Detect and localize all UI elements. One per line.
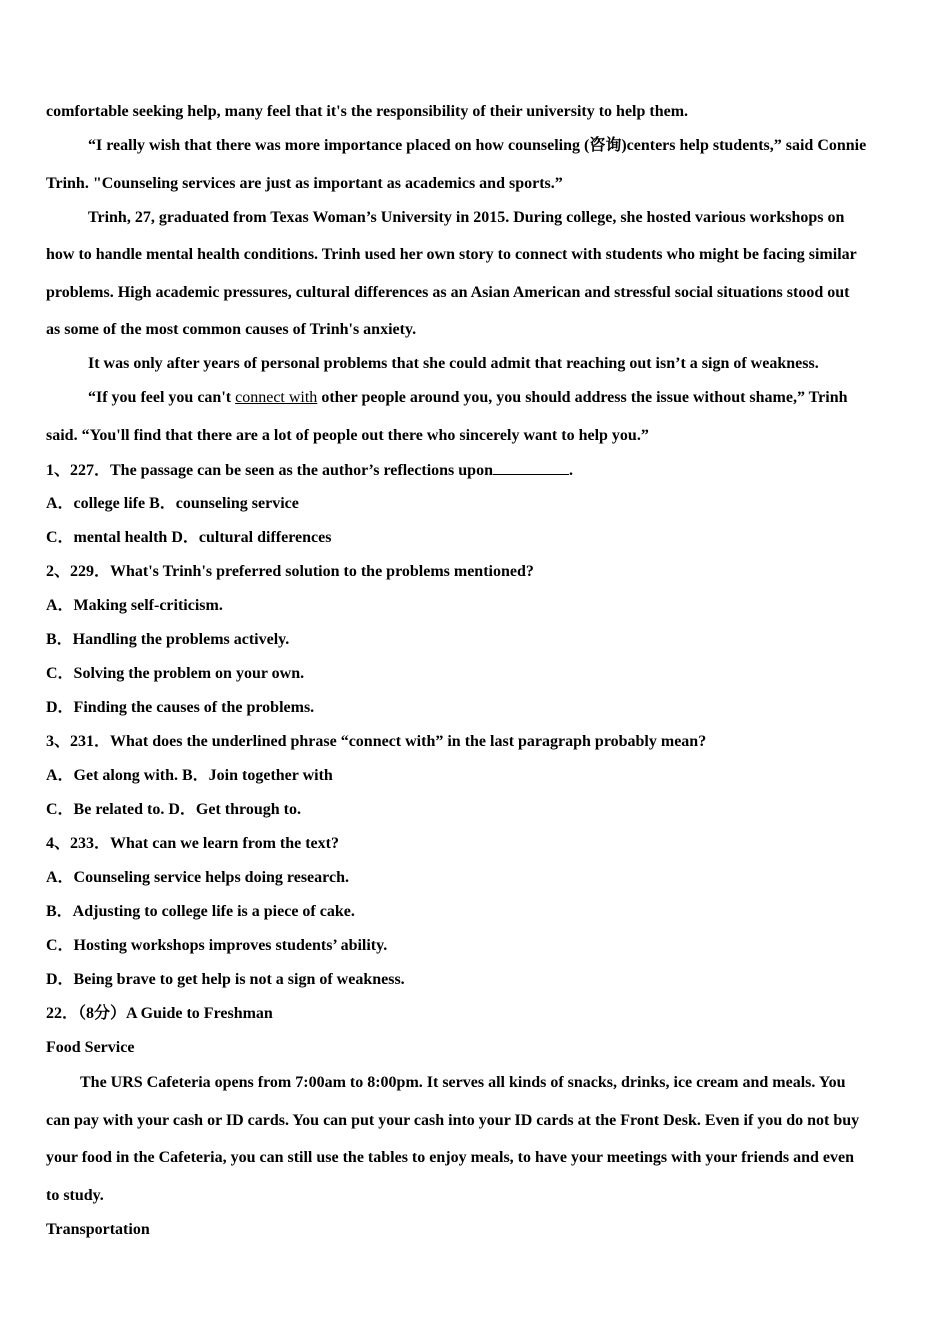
question-stem: 3、231．What does the underlined phrase “connect with” in the last paragraph probably mean? [46, 733, 707, 750]
answer-option: C．Hosting workshops improves students’ ability. [46, 937, 388, 954]
passage-text: other people around you, you should address the issue without shame,” Trinh [317, 389, 848, 406]
question-stem [46, 460, 573, 481]
answer-blank [493, 460, 569, 475]
passage-line: as some of the most common causes of Trinh's anxiety. [46, 321, 417, 338]
answer-options: A．college life B．counseling service [46, 495, 299, 512]
answer-option: D．Being brave to get help is not a sign of weakness. [46, 971, 405, 988]
question-text: . [568, 462, 573, 479]
section-heading: 22．（8分）A Guide to Freshman [46, 1005, 273, 1022]
passage-text: “If you feel you can't [88, 389, 236, 406]
passage-line: problems. High academic pressures, cultural differences as an Asian American and stressful social situations stood out [46, 284, 850, 301]
passage-line: can pay with your cash or ID cards. You can put your cash into your ID cards at the Front Desk. Even if you do not buy [46, 1112, 860, 1129]
subsection-heading: Food Service [46, 1039, 135, 1056]
answer-option: B．Handling the problems actively. [46, 631, 290, 648]
passage-line: “I really wish that there was more importance placed on how counseling (咨询)centers help students,” said Connie [88, 137, 867, 154]
passage-line: how to handle mental health conditions. Trinh used her own story to connect with students who might be facing similar [46, 246, 857, 263]
passage-line: Trinh. "Counseling services are just as important as academics and sports.” [46, 175, 563, 192]
answer-option: C．Solving the problem on your own. [46, 665, 305, 682]
passage-line: to study. [46, 1187, 104, 1204]
passage-line: comfortable seeking help, many feel that it's the responsibility of their university to help them. [46, 103, 689, 120]
question-stem: 2、229．What's Trinh's preferred solution to the problems mentioned? [46, 563, 534, 580]
question-text: 1、227．The passage can be seen as the author’s reflections upon [46, 462, 493, 479]
answer-option: A．Making self-criticism. [46, 597, 223, 614]
passage-line [88, 388, 848, 408]
underlined-phrase: connect with [235, 389, 318, 406]
question-stem: 4、233．What can we learn from the text? [46, 835, 339, 852]
passage-line: said. “You'll find that there are a lot of people out there who sincerely want to help you.” [46, 427, 649, 444]
answer-option: D．Finding the causes of the problems. [46, 699, 315, 716]
answer-options: C．mental health D．cultural differences [46, 529, 332, 546]
answer-option: A．Counseling service helps doing research. [46, 869, 349, 886]
answer-options: C．Be related to. D．Get through to. [46, 801, 301, 818]
passage-line: Trinh, 27, graduated from Texas Woman’s University in 2015. During college, she hosted various workshops on [88, 209, 845, 226]
answer-option: B．Adjusting to college life is a piece of cake. [46, 903, 355, 920]
answer-options: A．Get along with. B．Join together with [46, 767, 333, 784]
passage-line: The URS Cafeteria opens from 7:00am to 8:00pm. It serves all kinds of snacks, drinks, ice cream and meals. You [80, 1074, 846, 1091]
subsection-heading: Transportation [46, 1221, 150, 1238]
passage-line: your food in the Cafeteria, you can still use the tables to enjoy meals, to have your meetings with your friends and even [46, 1149, 854, 1166]
passage-line: It was only after years of personal problems that she could admit that reaching out isn’t a sign of weakness. [88, 355, 819, 372]
